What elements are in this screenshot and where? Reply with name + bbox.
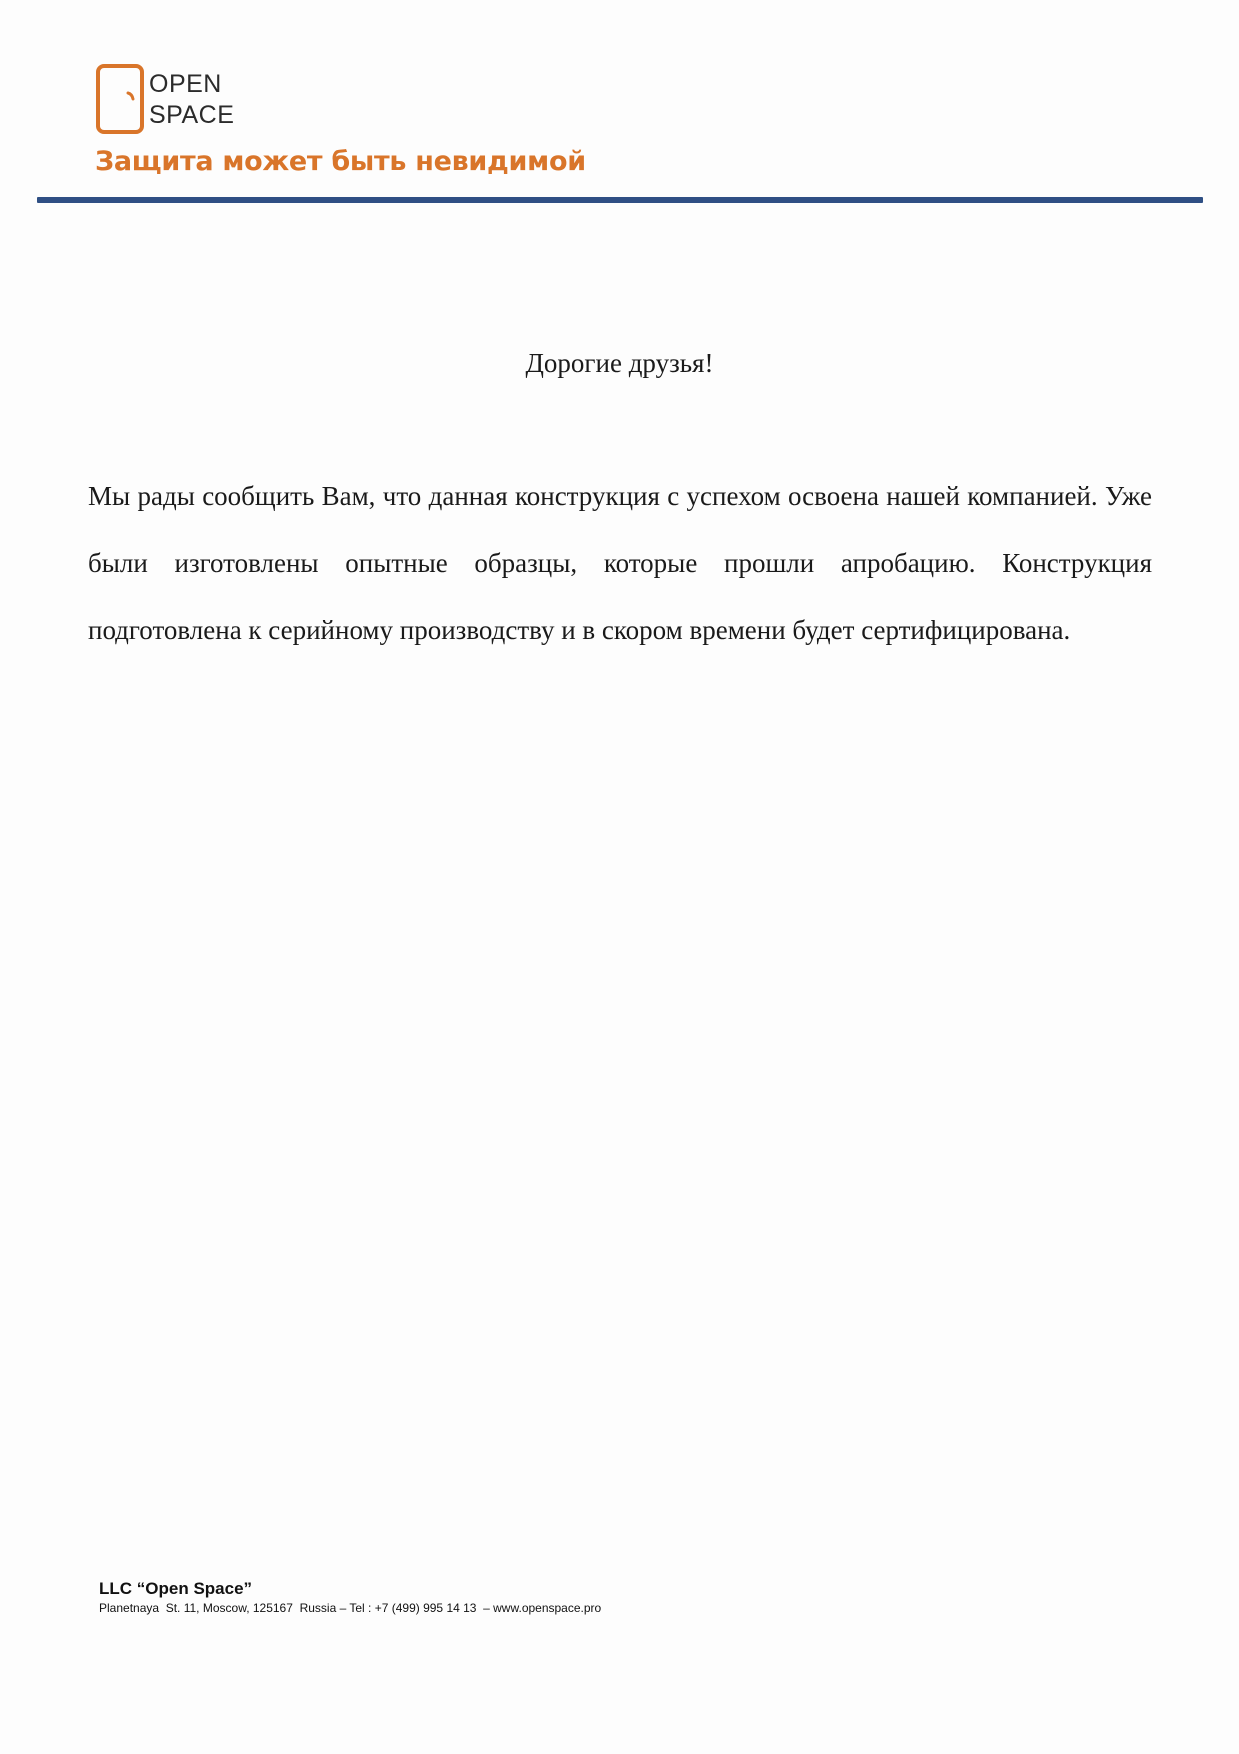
door-icon: [95, 63, 145, 135]
footer-company-name: LLC “Open Space”: [99, 1579, 253, 1598]
letter-body-paragraph: Мы рады сообщить Вам, что данная конструкция с успехом освоена нашей компанией. Уже были изготовлены опытные образцы, которые прошли апробацию. Конструкция подготовлена к серийному производству и в скором времени будет сертифицирована.: [88, 481, 1152, 645]
logo-word-space: SPACE: [149, 101, 235, 129]
company-slogan: Защита может быть невидимой: [95, 146, 586, 177]
logo-word-open: OPEN: [149, 70, 222, 98]
logo-wordmark: [149, 69, 234, 131]
letter-greeting: Дорогие друзья!: [525, 348, 714, 378]
footer-address-line: Planetnaya St. 11, Moscow, 125167 Russia – Tel : +7 (499) 995 14 13 – www.openspace.pro: [99, 1601, 602, 1615]
company-logo: [95, 63, 234, 135]
header-divider: [37, 197, 1203, 203]
footer: [99, 1578, 601, 1616]
